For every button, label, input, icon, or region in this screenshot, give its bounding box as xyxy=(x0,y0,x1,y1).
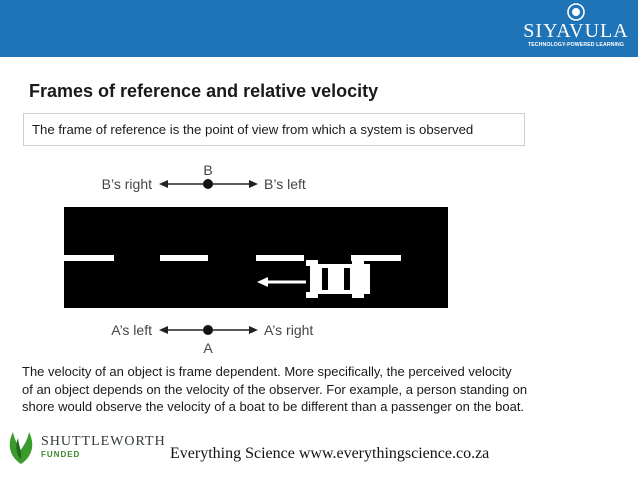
observer-a-right-arrowhead xyxy=(249,326,258,334)
lane-dash-3 xyxy=(256,255,304,261)
sponsor-name: SHUTTLEWORTH xyxy=(41,434,166,449)
leaf-icon xyxy=(5,426,37,466)
observer-b-left-label: B’s right xyxy=(101,176,152,192)
observer-a-left-arrowhead xyxy=(159,326,168,334)
paragraph-line-3: shore would observe the velocity of a boat to be different than a passenger on the boat. xyxy=(22,399,525,414)
observer-b-dot xyxy=(203,179,213,189)
observer-a-dot xyxy=(203,325,213,335)
sponsor-sub: FUNDED xyxy=(41,450,81,459)
car-icon xyxy=(306,260,370,298)
paragraph-line-1: The velocity of an object is frame dependent. More specifically, the perceived velocity xyxy=(22,364,512,379)
definition-text: The frame of reference is the point of view from which a system is observed xyxy=(32,122,474,137)
lane-dash-1 xyxy=(64,255,114,261)
brand-tagline: TECHNOLOGY-POWERED LEARNING xyxy=(527,42,625,48)
slide-title: Frames of reference and relative velocity xyxy=(29,81,379,101)
observer-b-right-arrowhead xyxy=(249,180,258,188)
paragraph-line-2: of an object depends on the velocity of the observer. For example, a person standing on xyxy=(22,381,528,397)
observer-a-left-label: A’s left xyxy=(111,322,152,338)
observer-b-label: B xyxy=(203,162,213,178)
shuttleworth-logo xyxy=(5,426,166,466)
brand-name: SIYAVULA xyxy=(523,20,629,42)
observer-b-right-label: B’s left xyxy=(264,176,306,192)
footer-text: Everything Science www.everythingscience.co.za xyxy=(170,445,490,462)
observer-b-left-arrowhead xyxy=(159,180,168,188)
observer-a-right-label: A’s right xyxy=(264,322,314,338)
explanation-paragraph xyxy=(22,363,622,416)
lane-dash-2 xyxy=(160,255,208,261)
observer-a-label: A xyxy=(203,340,213,356)
